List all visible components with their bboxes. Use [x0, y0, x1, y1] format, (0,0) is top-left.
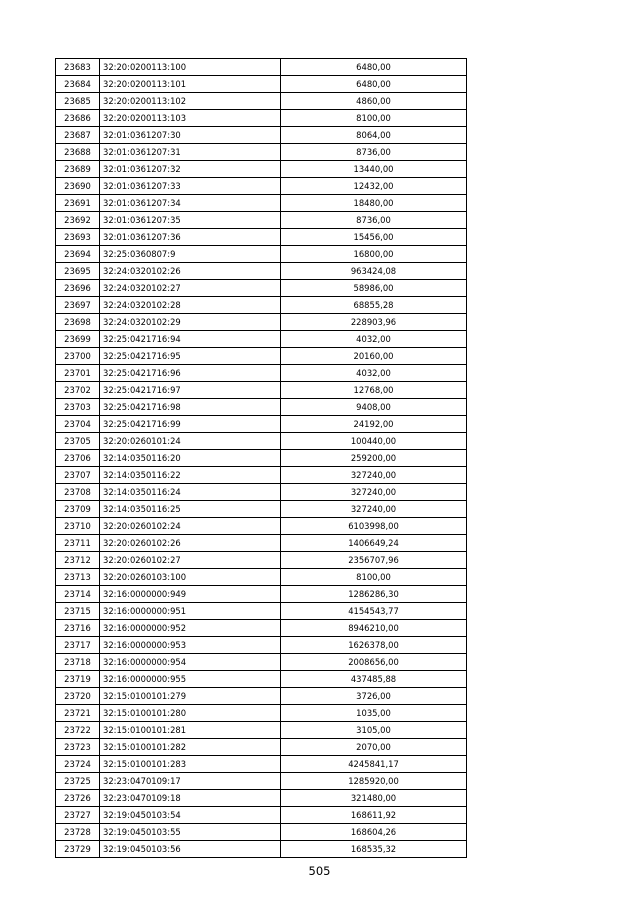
value-cell: 8946210,00 — [281, 620, 467, 637]
cadastral-number-cell: 32:23:0470109:18 — [100, 790, 281, 807]
row-number-cell: 23692 — [56, 212, 100, 229]
table-row — [56, 331, 467, 348]
table-row — [56, 263, 467, 280]
row-number-cell: 23703 — [56, 399, 100, 416]
table-row — [56, 195, 467, 212]
row-number-cell: 23690 — [56, 178, 100, 195]
cadastral-number-cell: 32:01:0361207:32 — [100, 161, 281, 178]
table-row — [56, 739, 467, 756]
value-cell: 12768,00 — [281, 382, 467, 399]
value-cell: 1406649,24 — [281, 535, 467, 552]
cadastral-number-cell: 32:16:0000000:953 — [100, 637, 281, 654]
row-number-cell: 23726 — [56, 790, 100, 807]
value-cell: 1286286,30 — [281, 586, 467, 603]
cadastral-number-cell: 32:23:0470109:17 — [100, 773, 281, 790]
value-cell: 168535,32 — [281, 841, 467, 858]
row-number-cell: 23699 — [56, 331, 100, 348]
row-number-cell: 23708 — [56, 484, 100, 501]
value-cell: 4032,00 — [281, 365, 467, 382]
table-row — [56, 501, 467, 518]
cadastral-table — [55, 58, 467, 858]
row-number-cell: 23697 — [56, 297, 100, 314]
cadastral-number-cell: 32:25:0421716:96 — [100, 365, 281, 382]
table-row — [56, 705, 467, 722]
cadastral-number-cell: 32:20:0200113:100 — [100, 59, 281, 76]
value-cell: 16800,00 — [281, 246, 467, 263]
cadastral-number-cell: 32:24:0320102:26 — [100, 263, 281, 280]
cadastral-number-cell: 32:14:0350116:25 — [100, 501, 281, 518]
table-row — [56, 518, 467, 535]
table-body — [56, 59, 467, 858]
table-row — [56, 212, 467, 229]
table-row — [56, 484, 467, 501]
row-number-cell: 23724 — [56, 756, 100, 773]
cadastral-number-cell: 32:16:0000000:949 — [100, 586, 281, 603]
table-row — [56, 280, 467, 297]
table-row — [56, 722, 467, 739]
row-number-cell: 23701 — [56, 365, 100, 382]
table-row — [56, 93, 467, 110]
value-cell: 327240,00 — [281, 467, 467, 484]
cadastral-number-cell: 32:01:0361207:36 — [100, 229, 281, 246]
cadastral-number-cell: 32:16:0000000:954 — [100, 654, 281, 671]
table-row — [56, 552, 467, 569]
value-cell: 58986,00 — [281, 280, 467, 297]
cadastral-number-cell: 32:20:0260101:24 — [100, 433, 281, 450]
value-cell: 327240,00 — [281, 484, 467, 501]
row-number-cell: 23702 — [56, 382, 100, 399]
cadastral-number-cell: 32:25:0421716:99 — [100, 416, 281, 433]
value-cell: 1285920,00 — [281, 773, 467, 790]
value-cell: 228903,96 — [281, 314, 467, 331]
row-number-cell: 23693 — [56, 229, 100, 246]
table-row — [56, 127, 467, 144]
value-cell: 3726,00 — [281, 688, 467, 705]
cadastral-number-cell: 32:01:0361207:35 — [100, 212, 281, 229]
cadastral-number-cell: 32:16:0000000:952 — [100, 620, 281, 637]
table-row — [56, 246, 467, 263]
table-row — [56, 161, 467, 178]
table-row — [56, 110, 467, 127]
row-number-cell: 23700 — [56, 348, 100, 365]
row-number-cell: 23686 — [56, 110, 100, 127]
cadastral-number-cell: 32:20:0200113:102 — [100, 93, 281, 110]
table-row — [56, 450, 467, 467]
value-cell: 6480,00 — [281, 76, 467, 93]
row-number-cell: 23716 — [56, 620, 100, 637]
row-number-cell: 23695 — [56, 263, 100, 280]
cadastral-number-cell: 32:25:0421716:94 — [100, 331, 281, 348]
value-cell: 20160,00 — [281, 348, 467, 365]
table-row — [56, 654, 467, 671]
row-number-cell: 23727 — [56, 807, 100, 824]
value-cell: 2356707,96 — [281, 552, 467, 569]
cadastral-number-cell: 32:14:0350116:20 — [100, 450, 281, 467]
table-row — [56, 229, 467, 246]
cadastral-number-cell: 32:20:0260102:26 — [100, 535, 281, 552]
row-number-cell: 23715 — [56, 603, 100, 620]
cadastral-number-cell: 32:19:0450103:56 — [100, 841, 281, 858]
cadastral-number-cell: 32:20:0260103:100 — [100, 569, 281, 586]
value-cell: 321480,00 — [281, 790, 467, 807]
table-row — [56, 586, 467, 603]
row-number-cell: 23709 — [56, 501, 100, 518]
table-row — [56, 76, 467, 93]
value-cell: 100440,00 — [281, 433, 467, 450]
cadastral-number-cell: 32:16:0000000:951 — [100, 603, 281, 620]
value-cell: 13440,00 — [281, 161, 467, 178]
table-row — [56, 382, 467, 399]
table-row — [56, 569, 467, 586]
value-cell: 8736,00 — [281, 144, 467, 161]
row-number-cell: 23711 — [56, 535, 100, 552]
row-number-cell: 23723 — [56, 739, 100, 756]
row-number-cell: 23688 — [56, 144, 100, 161]
table-row — [56, 297, 467, 314]
value-cell: 18480,00 — [281, 195, 467, 212]
row-number-cell: 23707 — [56, 467, 100, 484]
value-cell: 4032,00 — [281, 331, 467, 348]
cadastral-number-cell: 32:15:0100101:282 — [100, 739, 281, 756]
value-cell: 4860,00 — [281, 93, 467, 110]
row-number-cell: 23685 — [56, 93, 100, 110]
table-row — [56, 365, 467, 382]
table-row — [56, 671, 467, 688]
table-row — [56, 59, 467, 76]
cadastral-number-cell: 32:15:0100101:283 — [100, 756, 281, 773]
table-row — [56, 178, 467, 195]
value-cell: 9408,00 — [281, 399, 467, 416]
cadastral-number-cell: 32:15:0100101:279 — [100, 688, 281, 705]
value-cell: 327240,00 — [281, 501, 467, 518]
value-cell: 15456,00 — [281, 229, 467, 246]
table-row — [56, 688, 467, 705]
row-number-cell: 23717 — [56, 637, 100, 654]
row-number-cell: 23714 — [56, 586, 100, 603]
value-cell: 4245841,17 — [281, 756, 467, 773]
value-cell: 1035,00 — [281, 705, 467, 722]
cadastral-number-cell: 32:20:0200113:101 — [100, 76, 281, 93]
cadastral-number-cell: 32:20:0260102:27 — [100, 552, 281, 569]
table-row — [56, 399, 467, 416]
cadastral-number-cell: 32:01:0361207:31 — [100, 144, 281, 161]
cadastral-number-cell: 32:14:0350116:24 — [100, 484, 281, 501]
value-cell: 12432,00 — [281, 178, 467, 195]
row-number-cell: 23719 — [56, 671, 100, 688]
row-number-cell: 23722 — [56, 722, 100, 739]
value-cell: 68855,28 — [281, 297, 467, 314]
cadastral-number-cell: 32:15:0100101:281 — [100, 722, 281, 739]
row-number-cell: 23687 — [56, 127, 100, 144]
value-cell: 437485,88 — [281, 671, 467, 688]
row-number-cell: 23718 — [56, 654, 100, 671]
value-cell: 168604,26 — [281, 824, 467, 841]
table-row — [56, 603, 467, 620]
cadastral-number-cell: 32:24:0320102:28 — [100, 297, 281, 314]
row-number-cell: 23720 — [56, 688, 100, 705]
row-number-cell: 23691 — [56, 195, 100, 212]
table-row — [56, 756, 467, 773]
table-row — [56, 467, 467, 484]
table-row — [56, 416, 467, 433]
cadastral-number-cell: 32:15:0100101:280 — [100, 705, 281, 722]
cadastral-number-cell: 32:14:0350116:22 — [100, 467, 281, 484]
value-cell: 259200,00 — [281, 450, 467, 467]
value-cell: 6103998,00 — [281, 518, 467, 535]
row-number-cell: 23712 — [56, 552, 100, 569]
value-cell: 3105,00 — [281, 722, 467, 739]
table-row — [56, 807, 467, 824]
table-row — [56, 348, 467, 365]
table-row — [56, 790, 467, 807]
table-row — [56, 535, 467, 552]
row-number-cell: 23710 — [56, 518, 100, 535]
value-cell: 8100,00 — [281, 569, 467, 586]
table-row — [56, 433, 467, 450]
row-number-cell: 23698 — [56, 314, 100, 331]
cadastral-number-cell: 32:01:0361207:33 — [100, 178, 281, 195]
row-number-cell: 23704 — [56, 416, 100, 433]
table-row — [56, 620, 467, 637]
row-number-cell: 23713 — [56, 569, 100, 586]
value-cell: 1626378,00 — [281, 637, 467, 654]
cadastral-number-cell: 32:20:0200113:103 — [100, 110, 281, 127]
value-cell: 24192,00 — [281, 416, 467, 433]
table-row — [56, 314, 467, 331]
value-cell: 2008656,00 — [281, 654, 467, 671]
row-number-cell: 23683 — [56, 59, 100, 76]
value-cell: 963424,08 — [281, 263, 467, 280]
cadastral-number-cell: 32:19:0450103:54 — [100, 807, 281, 824]
page-number: 505 — [308, 864, 331, 878]
cadastral-number-cell: 32:19:0450103:55 — [100, 824, 281, 841]
row-number-cell: 23729 — [56, 841, 100, 858]
cadastral-number-cell: 32:16:0000000:955 — [100, 671, 281, 688]
row-number-cell: 23721 — [56, 705, 100, 722]
row-number-cell: 23728 — [56, 824, 100, 841]
cadastral-number-cell: 32:24:0320102:27 — [100, 280, 281, 297]
value-cell: 6480,00 — [281, 59, 467, 76]
row-number-cell: 23696 — [56, 280, 100, 297]
value-cell: 8736,00 — [281, 212, 467, 229]
cadastral-number-cell: 32:25:0360807:9 — [100, 246, 281, 263]
row-number-cell: 23706 — [56, 450, 100, 467]
table-row — [56, 824, 467, 841]
value-cell: 8100,00 — [281, 110, 467, 127]
table-row — [56, 841, 467, 858]
cadastral-number-cell: 32:25:0421716:97 — [100, 382, 281, 399]
cadastral-number-cell: 32:20:0260102:24 — [100, 518, 281, 535]
row-number-cell: 23705 — [56, 433, 100, 450]
row-number-cell: 23694 — [56, 246, 100, 263]
value-cell: 8064,00 — [281, 127, 467, 144]
value-cell: 4154543,77 — [281, 603, 467, 620]
value-cell: 2070,00 — [281, 739, 467, 756]
cadastral-number-cell: 32:24:0320102:29 — [100, 314, 281, 331]
cadastral-number-cell: 32:01:0361207:34 — [100, 195, 281, 212]
cadastral-number-cell: 32:25:0421716:95 — [100, 348, 281, 365]
table-row — [56, 637, 467, 654]
cadastral-number-cell: 32:01:0361207:30 — [100, 127, 281, 144]
table-row — [56, 144, 467, 161]
value-cell: 168611,92 — [281, 807, 467, 824]
row-number-cell: 23689 — [56, 161, 100, 178]
cadastral-number-cell: 32:25:0421716:98 — [100, 399, 281, 416]
row-number-cell: 23725 — [56, 773, 100, 790]
row-number-cell: 23684 — [56, 76, 100, 93]
table-row — [56, 773, 467, 790]
